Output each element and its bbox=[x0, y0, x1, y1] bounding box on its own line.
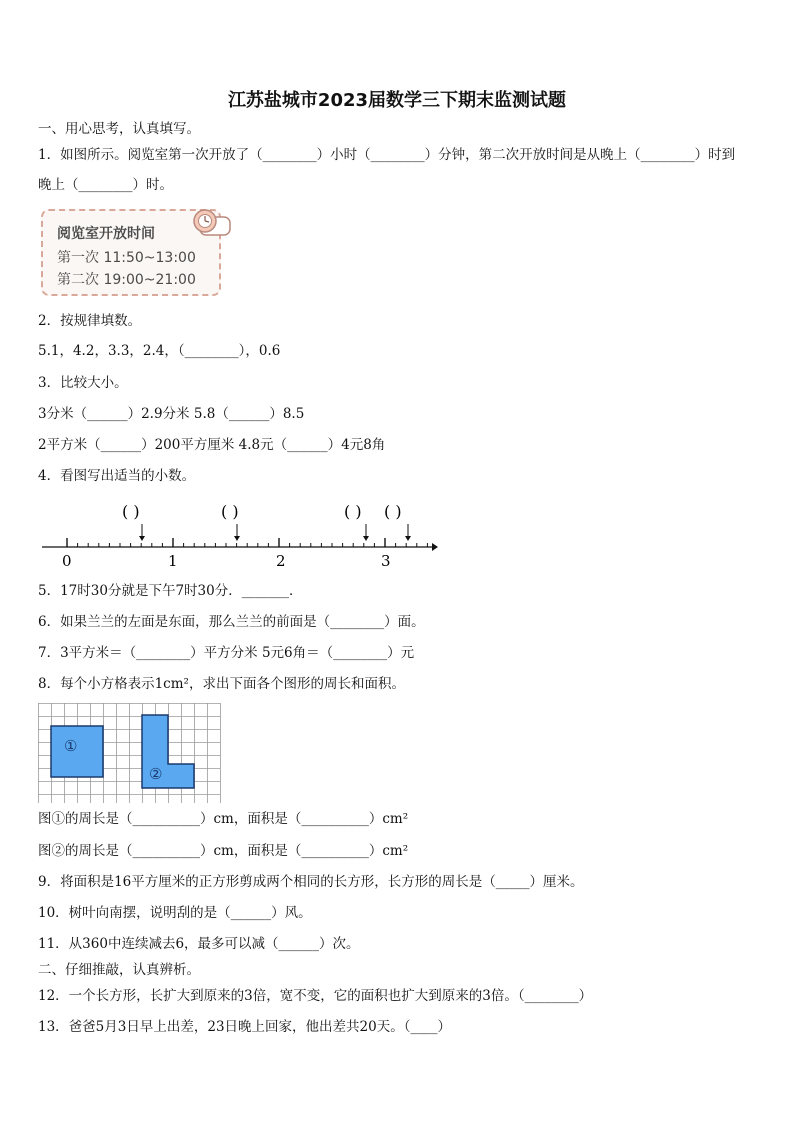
card-title: 阅览室开放时间 bbox=[57, 226, 155, 242]
number-line-pointer-2 bbox=[234, 524, 240, 541]
q4-line1: 4．看图写出适当的小数。 bbox=[38, 468, 196, 484]
number-line-label-3: 3 bbox=[381, 552, 391, 570]
q9: 9．将面积是16平方厘米的正方形剪成两个相同的长方形，长方形的周长是（_____）厘米。 bbox=[38, 874, 584, 890]
q12: 12．一个长方形，长扩大到原来的3倍，宽不变，它的面积也扩大到原来的3倍。（________） bbox=[38, 988, 593, 1004]
number-line-pointer-3 bbox=[363, 524, 369, 541]
page-title: 江苏盐城市2023届数学三下期末监测试题 bbox=[227, 90, 567, 111]
number-line-pointer-4 bbox=[405, 524, 411, 541]
number-line-paren-4: ( ) bbox=[384, 502, 402, 521]
q2-line1: 2．按规律填数。 bbox=[38, 313, 142, 329]
section-one-heading: 一、用心思考，认真填写。 bbox=[38, 121, 200, 137]
shape-2-label: ② bbox=[149, 765, 163, 783]
q1-line2: 晚上（________）时。 bbox=[38, 177, 173, 193]
section-two-heading: 二、仔细推敲，认真辨析。 bbox=[38, 962, 200, 978]
q8-line1: 8．每个小方格表示1cm²，求出下面各个图形的周长和面积。 bbox=[38, 676, 405, 692]
q8-line2: 图①的周长是（__________）cm，面积是（__________）cm² bbox=[38, 811, 409, 827]
card-row-first: 第一次 11:50~13:00 bbox=[57, 250, 196, 266]
square-grid-figure bbox=[38, 703, 222, 803]
number-line-label-2: 2 bbox=[276, 552, 286, 570]
number-line-ticks bbox=[67, 538, 427, 547]
q11: 11．从360中连续减去6，最多可以减（______）次。 bbox=[38, 936, 360, 952]
q2-line2: 5.1，4.2，3.3，2.4，（________），0.6 bbox=[38, 343, 281, 359]
number-line-label-1: 1 bbox=[168, 552, 178, 570]
number-line-paren-3: ( ) bbox=[344, 502, 362, 521]
q3-line2: 3分米（______）2.9分米 5.8（______）8.5 bbox=[38, 406, 305, 422]
clock-icon bbox=[190, 207, 232, 241]
q1-line1: 1．如图所示。阅览室第一次开放了（________）小时（________）分钟，第二次开放时间是从晚上（________）时到 bbox=[38, 147, 736, 163]
q8-line3: 图②的周长是（__________）cm，面积是（__________）cm² bbox=[38, 843, 409, 859]
number-line-pointer-1 bbox=[139, 524, 145, 541]
q10: 10．树叶向南摆，说明刮的是（______）风。 bbox=[38, 905, 312, 921]
q3-line3: 2平方米（______）200平方厘米 4.8元（______）4元8角 bbox=[38, 437, 386, 453]
q6: 6．如果兰兰的左面是东面，那么兰兰的前面是（________）面。 bbox=[38, 614, 425, 630]
q5: 5．17时30分就是下午7时30分．_______． bbox=[38, 583, 303, 599]
number-line-label-0: 0 bbox=[62, 552, 72, 570]
card-row-second: 第二次 19:00~21:00 bbox=[57, 272, 196, 288]
q3-line1: 3．比较大小。 bbox=[38, 375, 128, 391]
q13: 13．爸爸5月3日早上出差，23日晚上回家，他出差共20天。（____） bbox=[38, 1019, 451, 1035]
number-line-paren-2: ( ) bbox=[221, 502, 239, 521]
shape-1-label: ① bbox=[64, 737, 78, 755]
q7: 7．3平方米＝（________）平方分米 5元6角＝（________）元 bbox=[38, 645, 415, 661]
number-line-arrowhead bbox=[432, 543, 438, 551]
number-line bbox=[40, 500, 440, 572]
number-line-paren-1: ( ) bbox=[122, 502, 140, 521]
